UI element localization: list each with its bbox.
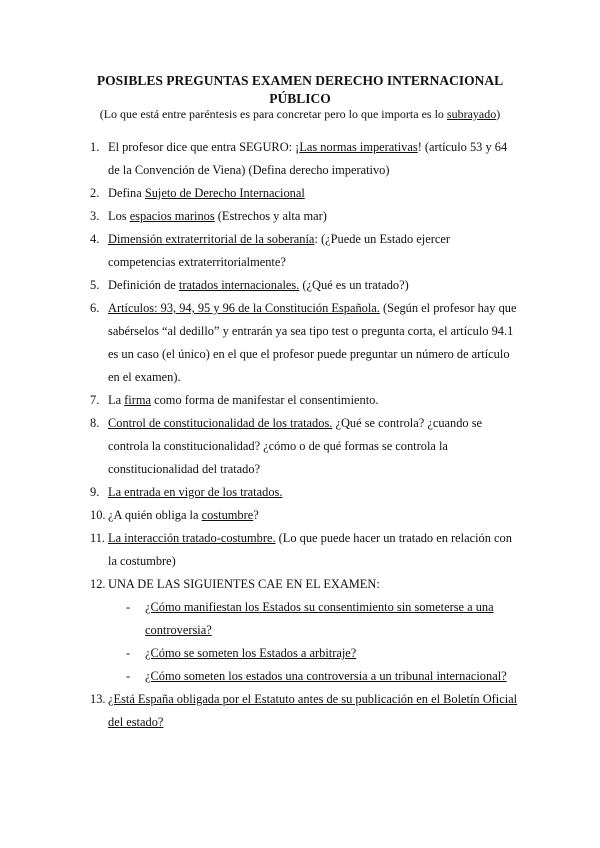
question-text	[108, 274, 518, 297]
sub-question-text-underlined: ¿Cómo someten los estados una controversia a un tribunal internacional?	[145, 669, 507, 683]
question-item	[0, 297, 600, 389]
question-text-plain: (Lo que puede hacer un tratado en relación con la costumbre)	[108, 531, 512, 568]
question-text-plain: La	[108, 393, 125, 407]
question-number: 4.	[90, 232, 100, 246]
question-list	[0, 136, 600, 734]
sub-question-text	[145, 642, 525, 665]
question-number: 1.	[90, 140, 100, 154]
question-number: 6.	[90, 301, 100, 315]
question-text	[108, 136, 518, 182]
question-text-underlined: Las normas imperativas	[299, 140, 418, 154]
question-text-underlined: La entrada en vigor de los tratados.	[108, 485, 283, 499]
question-text-plain: UNA DE LAS SIGUIENTES CAE EN EL EXAMEN:	[108, 577, 380, 591]
question-item	[0, 688, 600, 734]
question-text-plain: : (¿Puede un Estado ejercer competencias extraterritorialmente?	[108, 232, 450, 269]
question-number: 2.	[90, 186, 100, 200]
question-number: 9.	[90, 485, 100, 499]
question-text-underlined: espacios marinos	[129, 209, 215, 223]
question-number: 13.	[90, 692, 106, 706]
sub-question-text	[145, 596, 525, 642]
question-item	[0, 389, 600, 412]
question-number: 7.	[90, 393, 100, 407]
question-text	[108, 412, 518, 481]
bullet-dash: -	[126, 646, 131, 660]
bullet-dash: -	[126, 669, 131, 683]
question-text	[108, 205, 518, 228]
question-item	[0, 205, 600, 228]
question-item	[0, 412, 600, 481]
question-text	[108, 527, 518, 573]
question-text-underlined: Artículos: 93, 94, 95 y 96 de la Constitución Española.	[108, 301, 380, 315]
question-text-underlined: tratados internacionales.	[178, 278, 300, 292]
question-text	[108, 481, 518, 504]
question-text-underlined: firma	[124, 393, 152, 407]
question-text-plain: Defina	[108, 186, 145, 200]
question-text	[108, 688, 518, 734]
sub-question-item	[0, 596, 600, 642]
question-number: 5.	[90, 278, 100, 292]
question-text-underlined: Sujeto de Derecho Internacional	[144, 186, 305, 200]
question-text	[108, 504, 518, 527]
sub-question-item	[0, 665, 600, 688]
question-text-underlined: La interacción tratado-costumbre.	[108, 531, 276, 545]
question-number: 11.	[90, 531, 106, 545]
question-number: 12.	[90, 577, 106, 591]
question-item	[0, 136, 600, 182]
title-line-1: POSIBLES PREGUNTAS EXAMEN DERECHO INTERNACIONAL	[96, 73, 504, 88]
question-text-plain: Definición de	[108, 278, 179, 292]
question-item	[0, 573, 600, 596]
question-item	[0, 228, 600, 274]
question-text	[108, 573, 518, 596]
question-text-plain: (¿Qué es un tratado?)	[299, 278, 409, 292]
question-text	[108, 389, 518, 412]
question-text-plain: (Estrechos y alta mar)	[214, 209, 327, 223]
question-text-plain: (Según el profesor hay que sabérselos “al dedillo” y entrarán ya sea tipo test o pregunta corta, el artículo 94.1 es un caso (el único) en el que el profesor puede preguntar un número de artículo en el examen).	[108, 301, 517, 384]
question-text-underlined: Control de constitucionalidad de los tratados.	[108, 416, 333, 430]
subtitle-underlined: subrayado	[446, 107, 497, 121]
question-text-plain: Los	[108, 209, 130, 223]
question-text-plain: El profesor dice que entra SEGURO: ¡	[108, 140, 300, 154]
subtitle-end: )	[496, 107, 501, 121]
question-number: 3.	[90, 209, 100, 223]
document-subtitle	[40, 106, 560, 122]
question-number: 10.	[90, 508, 106, 522]
question-item	[0, 504, 600, 527]
bullet-dash: -	[126, 600, 131, 614]
question-number: 8.	[90, 416, 100, 430]
sub-question-item	[0, 642, 600, 665]
question-item	[0, 182, 600, 205]
question-text-plain: ¿A quién obliga la	[108, 508, 202, 522]
question-text-plain: ¿Qué se controla? ¿cuando se controla la constitucionalidad? ¿cómo o de qué formas se controla la constitucionalidad del tratado?	[108, 416, 483, 476]
question-text-plain: ?	[253, 508, 259, 522]
question-text-plain: como forma de manifestar el consentimiento.	[151, 393, 379, 407]
question-text-underlined: Dimensión extraterritorial de la soberanía	[108, 232, 315, 246]
sub-question-text-underlined: ¿Cómo se someten los Estados a arbitraje?	[145, 646, 357, 660]
sub-question-text	[145, 665, 525, 688]
question-text	[108, 297, 518, 389]
sub-question-text-underlined: ¿Cómo manifiestan los Estados su consentimiento sin someterse a una controversia?	[145, 600, 494, 637]
question-text	[108, 182, 518, 205]
question-text-plain: ! (artículo 53 y 64 de la Convención de Viena) (Defina derecho imperativo)	[108, 140, 508, 177]
question-text-underlined: costumbre	[201, 508, 254, 522]
question-item	[0, 274, 600, 297]
subtitle-text: (Lo que está entre paréntesis es para concretar pero lo que importa es lo	[99, 107, 447, 121]
question-text	[108, 228, 518, 274]
question-item	[0, 527, 600, 573]
question-text-underlined: ¿Está España obligada por el Estatuto antes de su publicación en el Boletín Oficial del estado?	[108, 692, 518, 729]
question-item	[0, 481, 600, 504]
document-title	[60, 72, 540, 108]
title-line-2: PÚBLICO	[269, 91, 331, 106]
